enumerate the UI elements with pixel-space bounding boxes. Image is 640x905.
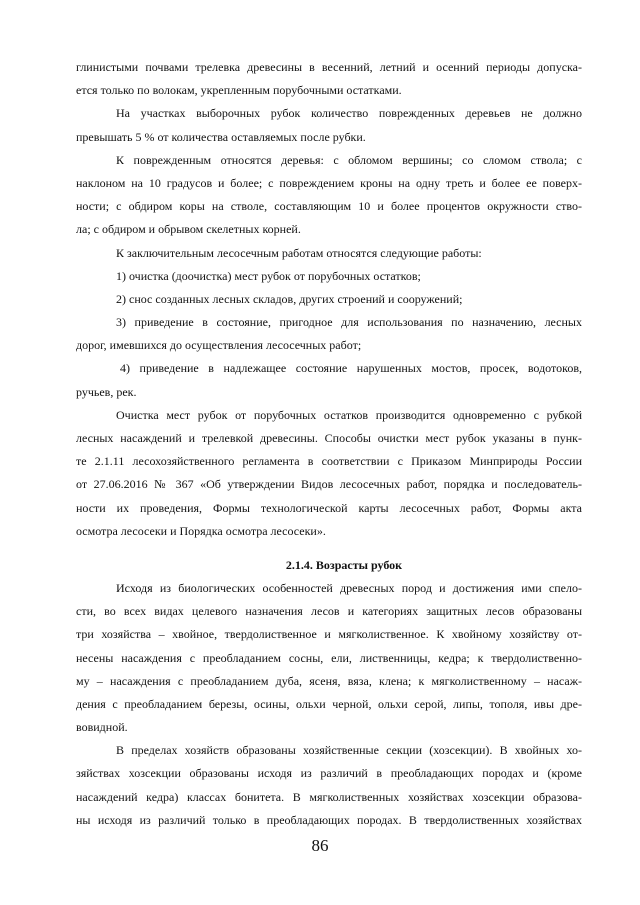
text-line: К поврежденным относятся деревья: с обломом вершины; со сломом ствола; с — [116, 152, 582, 167]
section-heading: 2.1.4. Возрасты рубок — [285, 557, 403, 572]
text-line: Очистка мест рубок от порубочных остатков производится одновременно с рубкой — [116, 407, 582, 422]
text-line: В пределах хозяйств образованы хозяйственные секции (хозсекции). В хвойных хо- — [116, 743, 582, 758]
text-line: лесных насаждений и трелевкой древесины. Способы очистки мест рубок указаны в пунк- — [76, 431, 582, 445]
text-line: превышать 5 % от количества оставляемых после рубки. — [76, 129, 366, 144]
text-line: му – насаждения с преобладанием дуба, ясеня, вяза, клена; к мягколиственному – насаж- — [76, 673, 582, 688]
text-line: осмотра лесосеки и Порядка осмотра лесосеки». — [76, 523, 326, 538]
text-line: наклоном на 10 градусов и более; с повреждением кроны на одну треть и более ее поверх- — [76, 175, 582, 190]
list-item: 3) приведение в состояние, пригодное для использования по назначению, лесных — [116, 315, 582, 330]
list-item: 1) очистка (доочистка) мест рубок от порубочных остатков; — [116, 268, 421, 283]
text-line: Исходя из биологических особенностей древесных пород и достижения ими спело- — [116, 580, 582, 595]
text-line: ручьев, рек. — [76, 384, 137, 399]
text-line: ла; с обдиром и обрывом скелетных корней. — [76, 222, 301, 237]
list-item: 4) приведение в надлежащее состояние нарушенных мостов, просек, водотоков, — [120, 361, 582, 376]
text-line: дорог, имевшихся до осуществления лесосечных работ; — [76, 338, 362, 353]
text-line: ется только по волокам, укрепленным порубочными остатками. — [76, 83, 402, 98]
text-line: зяйствах хозсекции образованы исходя из различий в преобладающих породах и (кроме — [76, 766, 582, 781]
page-number: 86 — [311, 836, 329, 855]
text-line: На участках выборочных рубок количество поврежденных деревьев не должно — [116, 106, 582, 121]
text-line: ны исходя из различий только в преобладающих породах. В твердолиственных хозяйствах — [76, 812, 582, 827]
text-line: те 2.1.11 лесохозяйственного регламента в соответствии с Приказом Минприроды России — [76, 454, 582, 469]
text-line: дения с преобладанием березы, осины, ольхи черной, ольхи серой, липы, тополя, ивы дре- — [76, 696, 582, 711]
list-item: 2) снос созданных лесных складов, других строений и сооружений; — [116, 291, 463, 306]
text-line: от 27.06.2016 № 367 «Об утверждении Видов лесосечных работ, порядка и последователь- — [76, 477, 582, 492]
text-line: несены насаждения с преобладанием сосны, ели, лиственницы, кедра; к твердолиственно- — [76, 650, 582, 665]
text-line: ности их проведения, Формы технологической карты лесосечных работ, Формы акта — [76, 500, 582, 515]
text-line: ности; с обдиром коры на стволе, составляющим 10 и более процентов окружности ство- — [76, 199, 582, 214]
text-line: три хозяйства – хвойное, твердолиственное и мягколиственное. К хвойному хозяйству от- — [76, 627, 582, 642]
text-line: вовидной. — [76, 720, 128, 735]
page-body — [76, 56, 582, 832]
text-line: сти, во всех видах целевого назначения лесов и категориях защитных лесов образованы — [76, 604, 582, 619]
text-line: глинистыми почвами трелевка древесины в весенний, летний и осенний периоды допуска- — [76, 60, 582, 74]
text-line: насаждений кедра) классах бонитета. В мягколиственных хозяйствах хозсекции образова- — [76, 789, 582, 804]
text-line: К заключительным лесосечным работам относятся следующие работы: — [116, 245, 482, 260]
